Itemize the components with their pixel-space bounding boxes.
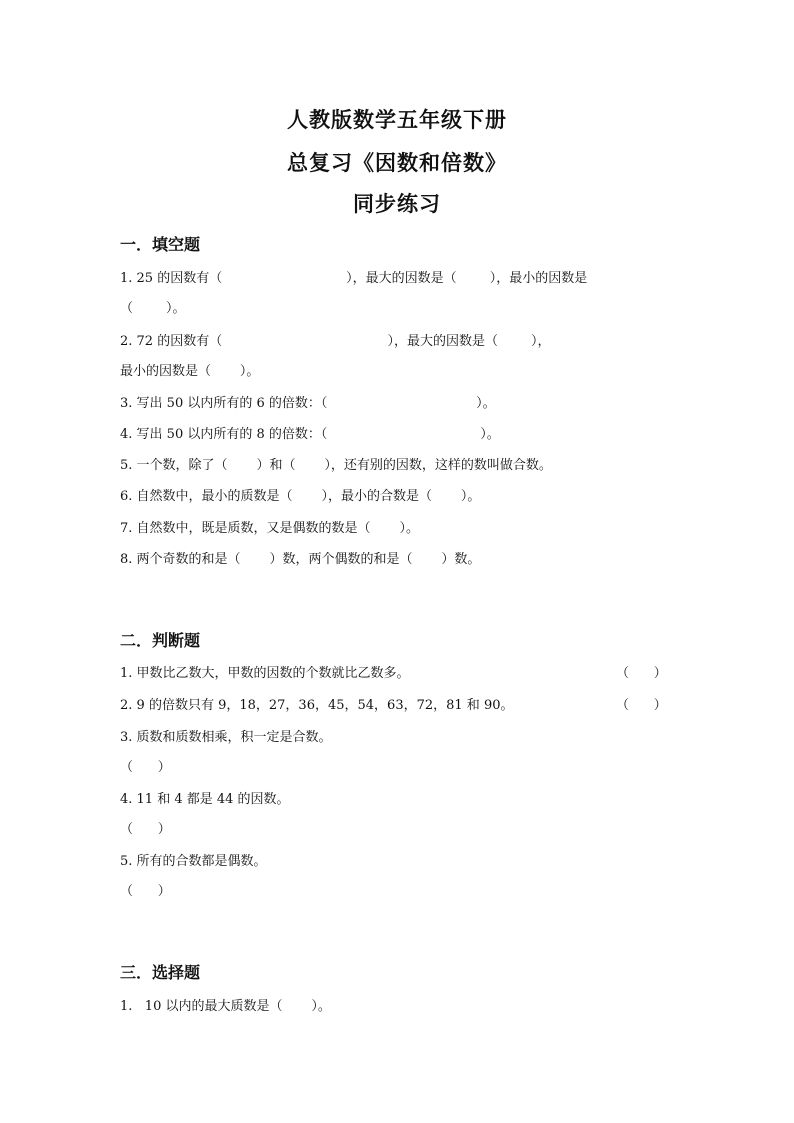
judge-answer-paren: （ ） [120,760,171,775]
fill-blank-line: 1. 25 的因数有（ ），最大的因数是（ ），最小的因数是 [120,271,588,286]
choice-line: 1. 10 以内的最大质数是（ ）。 [120,999,331,1014]
fill-blank-line: （ ）。 [120,301,186,316]
fill-blank-line: 8. 两个奇数的和是（ ）数，两个偶数的和是（ ）数。 [120,552,481,567]
worksheet-title-line2: 总复习《因数和倍数》 [287,150,507,175]
section-heading-fill-blank: 一．填空题 [120,235,201,254]
judge-answer-paren: （ ） [120,884,171,899]
judge-line: 5. 所有的合数都是偶数。 [120,854,267,869]
fill-blank-line: 3. 写出 50 以内所有的 6 的倍数：（ ）。 [120,396,496,411]
worksheet-title-line1: 人教版数学五年级下册 [287,107,507,132]
judge-answer-paren: （ ） [120,822,171,837]
judge-answer-paren: （ ） [616,698,667,713]
section-heading-judge: 二．判断题 [120,631,201,650]
worksheet-title-line3: 同步练习 [353,191,441,216]
judge-line: 2. 9 的倍数只有 9，18，27，36，45，54，63，72，81 和 90。 [120,698,514,713]
fill-blank-line: 6. 自然数中，最小的质数是（ ），最小的合数是（ ）。 [120,489,481,504]
fill-blank-line: 7. 自然数中，既是质数，又是偶数的数是（ ）。 [120,521,419,536]
judge-line: 3. 质数和质数相乘，积一定是合数。 [120,730,332,745]
section-heading-choice: 三．选择题 [120,963,201,982]
judge-line: 1. 甲数比乙数大，甲数的因数的个数就比乙数多。 [120,666,410,681]
fill-blank-line: 2. 72 的因数有（ ），最大的因数是（ ）， [120,334,551,349]
fill-blank-line: 5. 一个数，除了（ ）和（ ），还有别的因数，这样的数叫做合数。 [120,458,552,473]
judge-answer-paren: （ ） [616,666,667,681]
judge-line: 4. 11 和 4 都是 44 的因数。 [120,792,290,807]
fill-blank-line: 最小的因数是（ ）。 [120,364,260,379]
fill-blank-line: 4. 写出 50 以内所有的 8 的倍数：（ ）。 [120,427,500,442]
